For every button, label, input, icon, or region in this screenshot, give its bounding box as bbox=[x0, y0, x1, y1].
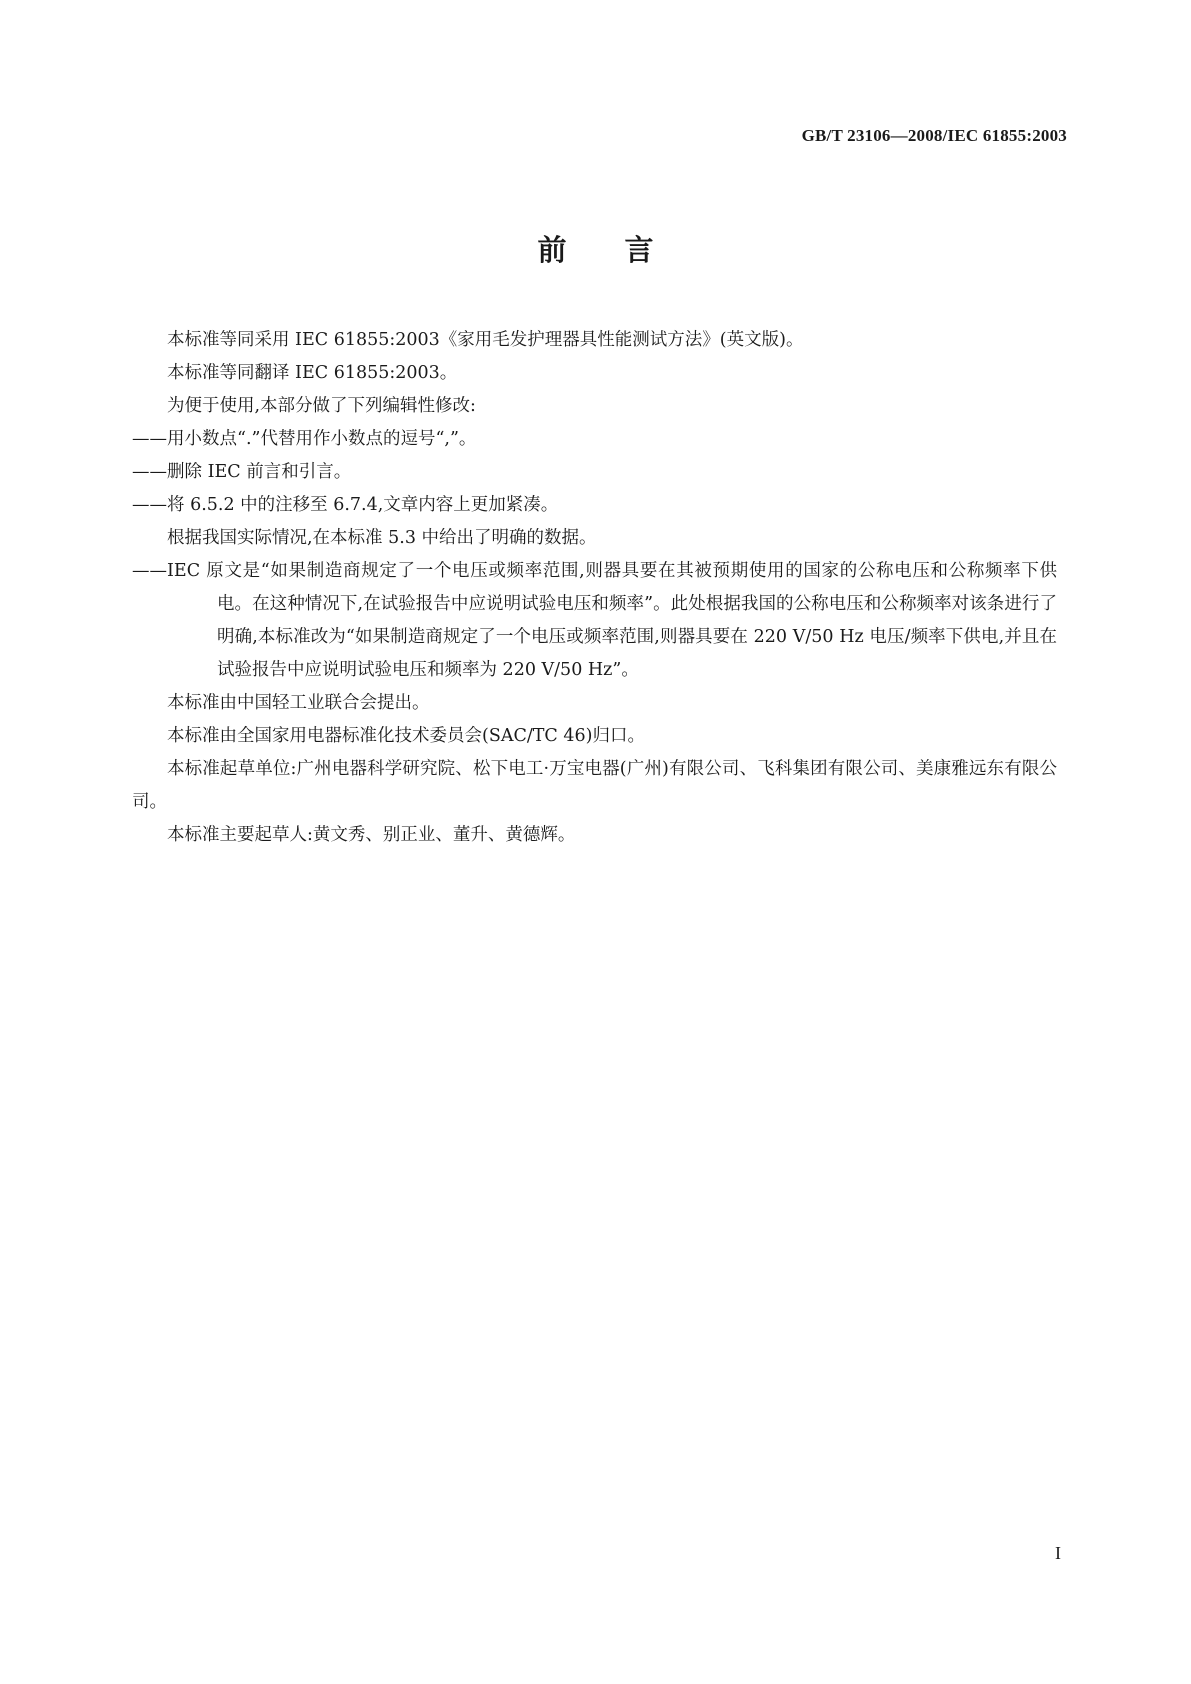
list-item-iec-original: ——IEC 原文是“如果制造商规定了一个电压或频率范围,则器具要在其被预期使用的国家的公称电压和公称频率下供电。在这种情况下,在试验报告中应说明试验电压和频率”。此处根据我国的公称电压和公称频率对该条进行了明确,本标准改为“如果制造商规定了一个电压或频率范围,则器具要在 220 V/50 Hz 电压/频率下供电,并且在试验报告中应说明试验电压和频率为 220 V/50 Hz”。 bbox=[132, 561, 1057, 680]
paragraph-edit-intro: 为便于使用,本部分做了下列编辑性修改: bbox=[167, 396, 476, 416]
standard-code-header: GB/T 23106—2008/IEC 61855:2003 bbox=[801, 126, 1067, 145]
paragraph-centralized-by: 本标准由全国家用电器标准化技术委员会(SAC/TC 46)归口。 bbox=[167, 726, 645, 746]
paragraph-translation: 本标准等同翻译 IEC 61855:2003。 bbox=[167, 363, 458, 383]
paragraph-national-data: 根据我国实际情况,在本标准 5.3 中给出了明确的数据。 bbox=[167, 528, 597, 548]
page-title: 前言 bbox=[537, 233, 712, 267]
paragraph-adoption: 本标准等同采用 IEC 61855:2003《家用毛发护理器具性能测试方法》(英文版)。 bbox=[167, 330, 804, 350]
foreword-body bbox=[132, 324, 1057, 852]
paragraph-proposed-by: 本标准由中国轻工业联合会提出。 bbox=[167, 693, 430, 713]
paragraph-drafting-units: 本标准起草单位:广州电器科学研究院、松下电工·万宝电器(广州)有限公司、飞科集团有限公司、美康雅远东有限公司。 bbox=[132, 759, 1057, 812]
page-number: I bbox=[1055, 1543, 1061, 1563]
paragraph-drafters: 本标准主要起草人:黄文秀、别正业、董升、黄德辉。 bbox=[167, 825, 576, 845]
list-item-decimal-point: ——用小数点“.”代替用作小数点的逗号“,”。 bbox=[132, 429, 477, 449]
list-item-move-note: ——将 6.5.2 中的注移至 6.7.4,文章内容上更加紧凑。 bbox=[132, 495, 559, 515]
list-item-remove-foreword: ——删除 IEC 前言和引言。 bbox=[132, 462, 352, 482]
